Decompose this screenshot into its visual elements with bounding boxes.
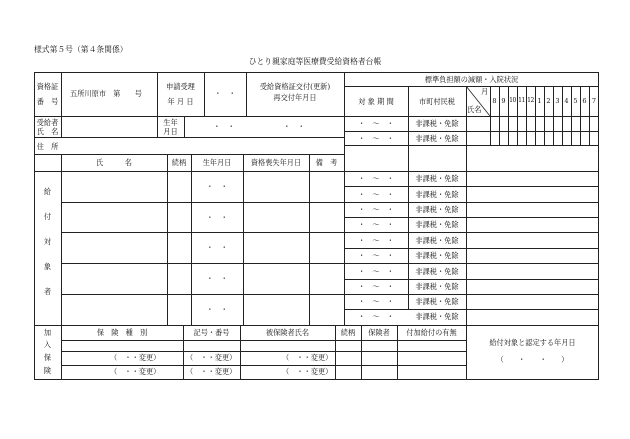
insurance-side-label: 険	[43, 366, 52, 375]
period-range: ・ ～ ・	[358, 236, 394, 245]
recipient-issue-date: ・ ・	[283, 122, 305, 131]
symbol-change: （ ・・変更）	[186, 367, 237, 376]
target-period-label: 対 象 期 間	[358, 97, 394, 106]
benefit-birth-date: ・ ・	[206, 213, 228, 222]
benefit-date-value: （ ・ ・ ）	[496, 355, 569, 364]
period-range: ・ ～ ・	[358, 312, 394, 321]
rule	[508, 86, 509, 145]
apply-date: ・ ・	[214, 89, 236, 98]
month-header: 7	[591, 97, 597, 105]
rule	[344, 232, 599, 233]
month-header: 8	[492, 97, 497, 105]
col-note-header: 備 考	[315, 158, 338, 167]
apply-label: 年 月 日	[167, 97, 194, 106]
benefit-birth-date: ・ ・	[206, 243, 228, 252]
month-header: 2	[546, 97, 551, 105]
municipality-number: 五所川原市 第 号	[70, 89, 142, 98]
benefit-side-label: 象	[43, 262, 52, 271]
month-label: 月	[481, 87, 489, 96]
insurance-side-label: 保	[43, 353, 52, 362]
rule	[344, 202, 599, 203]
benefit-birth-date: ・ ・	[206, 182, 228, 191]
rule	[344, 279, 599, 280]
rule	[61, 202, 344, 203]
insurance-side-label: 加	[43, 328, 52, 337]
benefit-date-label: 給付対象と認定する年月日	[489, 338, 576, 347]
symbol-change: （ ・・変更）	[186, 353, 237, 362]
rule	[34, 325, 599, 326]
burden-title: 標準負担額の減額・入院状況	[424, 75, 519, 84]
tax-status: 非課税・免除	[415, 267, 459, 276]
tax-status: 非課税・免除	[415, 205, 459, 214]
benefit-birth-date: ・ ・	[206, 274, 228, 283]
rule	[589, 86, 590, 145]
rule	[167, 154, 168, 325]
benefit-birth-date: ・ ・	[206, 305, 228, 314]
tax-label: 市町村民税	[419, 97, 455, 106]
rule	[344, 248, 599, 249]
month-header: 11	[518, 97, 525, 104]
rule	[344, 171, 599, 172]
month-header: 1	[537, 97, 542, 105]
address-label: 住 所	[36, 142, 59, 151]
rule	[34, 154, 344, 155]
tax-status: 非課税・免除	[415, 174, 459, 183]
col-insurance-type: 保 険 種 別	[96, 328, 148, 337]
rule	[344, 263, 599, 264]
cert-label: 資格証	[36, 82, 59, 91]
period-range: ・ ～ ・	[358, 282, 394, 291]
month-header: 10	[509, 97, 516, 104]
insurance-type-change: （ ・・変更）	[110, 353, 161, 362]
period-range: ・ ～ ・	[358, 134, 394, 143]
col-insurer: 保険者	[368, 328, 390, 337]
cert-label: 番 号	[36, 97, 59, 106]
rule	[61, 340, 466, 341]
col-birth-header: 生年月日	[202, 158, 232, 167]
rule	[61, 351, 466, 352]
month-header: 5	[573, 97, 578, 105]
issue-label: 再交付年月日	[273, 93, 317, 102]
apply-label: 申請受理	[166, 82, 195, 91]
period-range: ・ ～ ・	[358, 174, 394, 183]
col-extra-benefit: 付加給付の有無	[406, 328, 457, 337]
rule	[61, 263, 344, 264]
col-lost-header: 資格喪失年月日	[250, 158, 302, 167]
tax-status: 非課税・免除	[415, 220, 459, 229]
recipient-label: 氏 名	[36, 127, 59, 136]
rule	[344, 294, 599, 295]
rule	[562, 86, 563, 145]
period-range: ・ ～ ・	[358, 119, 394, 128]
issue-label: 受給資格証交付(更新)	[259, 82, 331, 91]
rule	[344, 186, 599, 187]
insurance-side-label: 入	[43, 340, 52, 349]
benefit-side-label: 者	[43, 287, 52, 296]
rule	[517, 86, 518, 145]
tax-status: 非課税・免除	[415, 251, 459, 260]
month-header: 4	[564, 97, 569, 105]
month-header: 9	[501, 97, 506, 105]
page-title: ひとり親家庭等医療費受給資格者台帳	[248, 57, 382, 66]
rule	[535, 86, 536, 145]
col-insurance-relation: 続柄	[340, 328, 356, 337]
rule	[544, 86, 545, 145]
benefit-side-label: 給	[43, 187, 52, 196]
rule	[243, 154, 244, 325]
period-range: ・ ～ ・	[358, 267, 394, 276]
col-insured-name: 被保険者氏名	[265, 328, 310, 337]
rule	[344, 309, 599, 310]
tax-status: 非課税・免除	[415, 312, 459, 321]
rule	[344, 217, 599, 218]
insured-change: （ ・・変更）	[282, 353, 333, 362]
rule	[34, 116, 344, 117]
rule	[344, 131, 599, 132]
rule	[526, 86, 527, 145]
period-range: ・ ～ ・	[358, 251, 394, 260]
month-header: 6	[582, 97, 587, 105]
rule	[490, 86, 491, 145]
rule	[61, 232, 344, 233]
tax-status: 非課税・免除	[415, 134, 459, 143]
col-symbol-number: 記号・番号	[193, 328, 230, 337]
rule	[344, 145, 599, 146]
period-range: ・ ～ ・	[358, 190, 394, 199]
rule	[553, 86, 554, 145]
rule	[344, 116, 599, 117]
col-relation-header: 続柄	[171, 158, 187, 167]
tax-status: 非課税・免除	[415, 297, 459, 306]
rule	[466, 86, 467, 380]
rule	[34, 137, 344, 138]
month-header: 3	[555, 97, 560, 105]
period-range: ・ ～ ・	[358, 220, 394, 229]
period-range: ・ ～ ・	[358, 297, 394, 306]
rule	[61, 72, 62, 137]
rule	[191, 154, 192, 325]
rule	[61, 154, 62, 380]
period-range: ・ ～ ・	[358, 205, 394, 214]
birth-label: 月日	[163, 127, 178, 136]
col-name-header: 氏 名	[96, 158, 132, 167]
recipient-birth-date: ・ ・	[213, 122, 235, 131]
rule	[61, 365, 466, 366]
rule	[580, 86, 581, 145]
tax-status: 非課税・免除	[415, 190, 459, 199]
name-label: 氏名	[467, 105, 482, 114]
benefit-side-label: 対	[43, 237, 52, 246]
rule	[499, 86, 500, 145]
form-number: 様式第５号（第４条関係）	[34, 45, 128, 54]
rule	[309, 154, 310, 325]
rule	[61, 294, 344, 295]
tax-status: 非課税・免除	[415, 282, 459, 291]
birth-label: 生年	[163, 118, 178, 127]
month-header: 12	[527, 97, 534, 104]
tax-status: 非課税・免除	[415, 236, 459, 245]
rule	[571, 86, 572, 145]
tax-status: 非課税・免除	[415, 119, 459, 128]
insurance-type-change: （ ・・変更）	[110, 367, 161, 376]
insured-change: （ ・・変更）	[282, 367, 333, 376]
rule	[34, 171, 344, 172]
recipient-label: 受給者	[36, 118, 59, 127]
benefit-side-label: 付	[43, 212, 52, 221]
